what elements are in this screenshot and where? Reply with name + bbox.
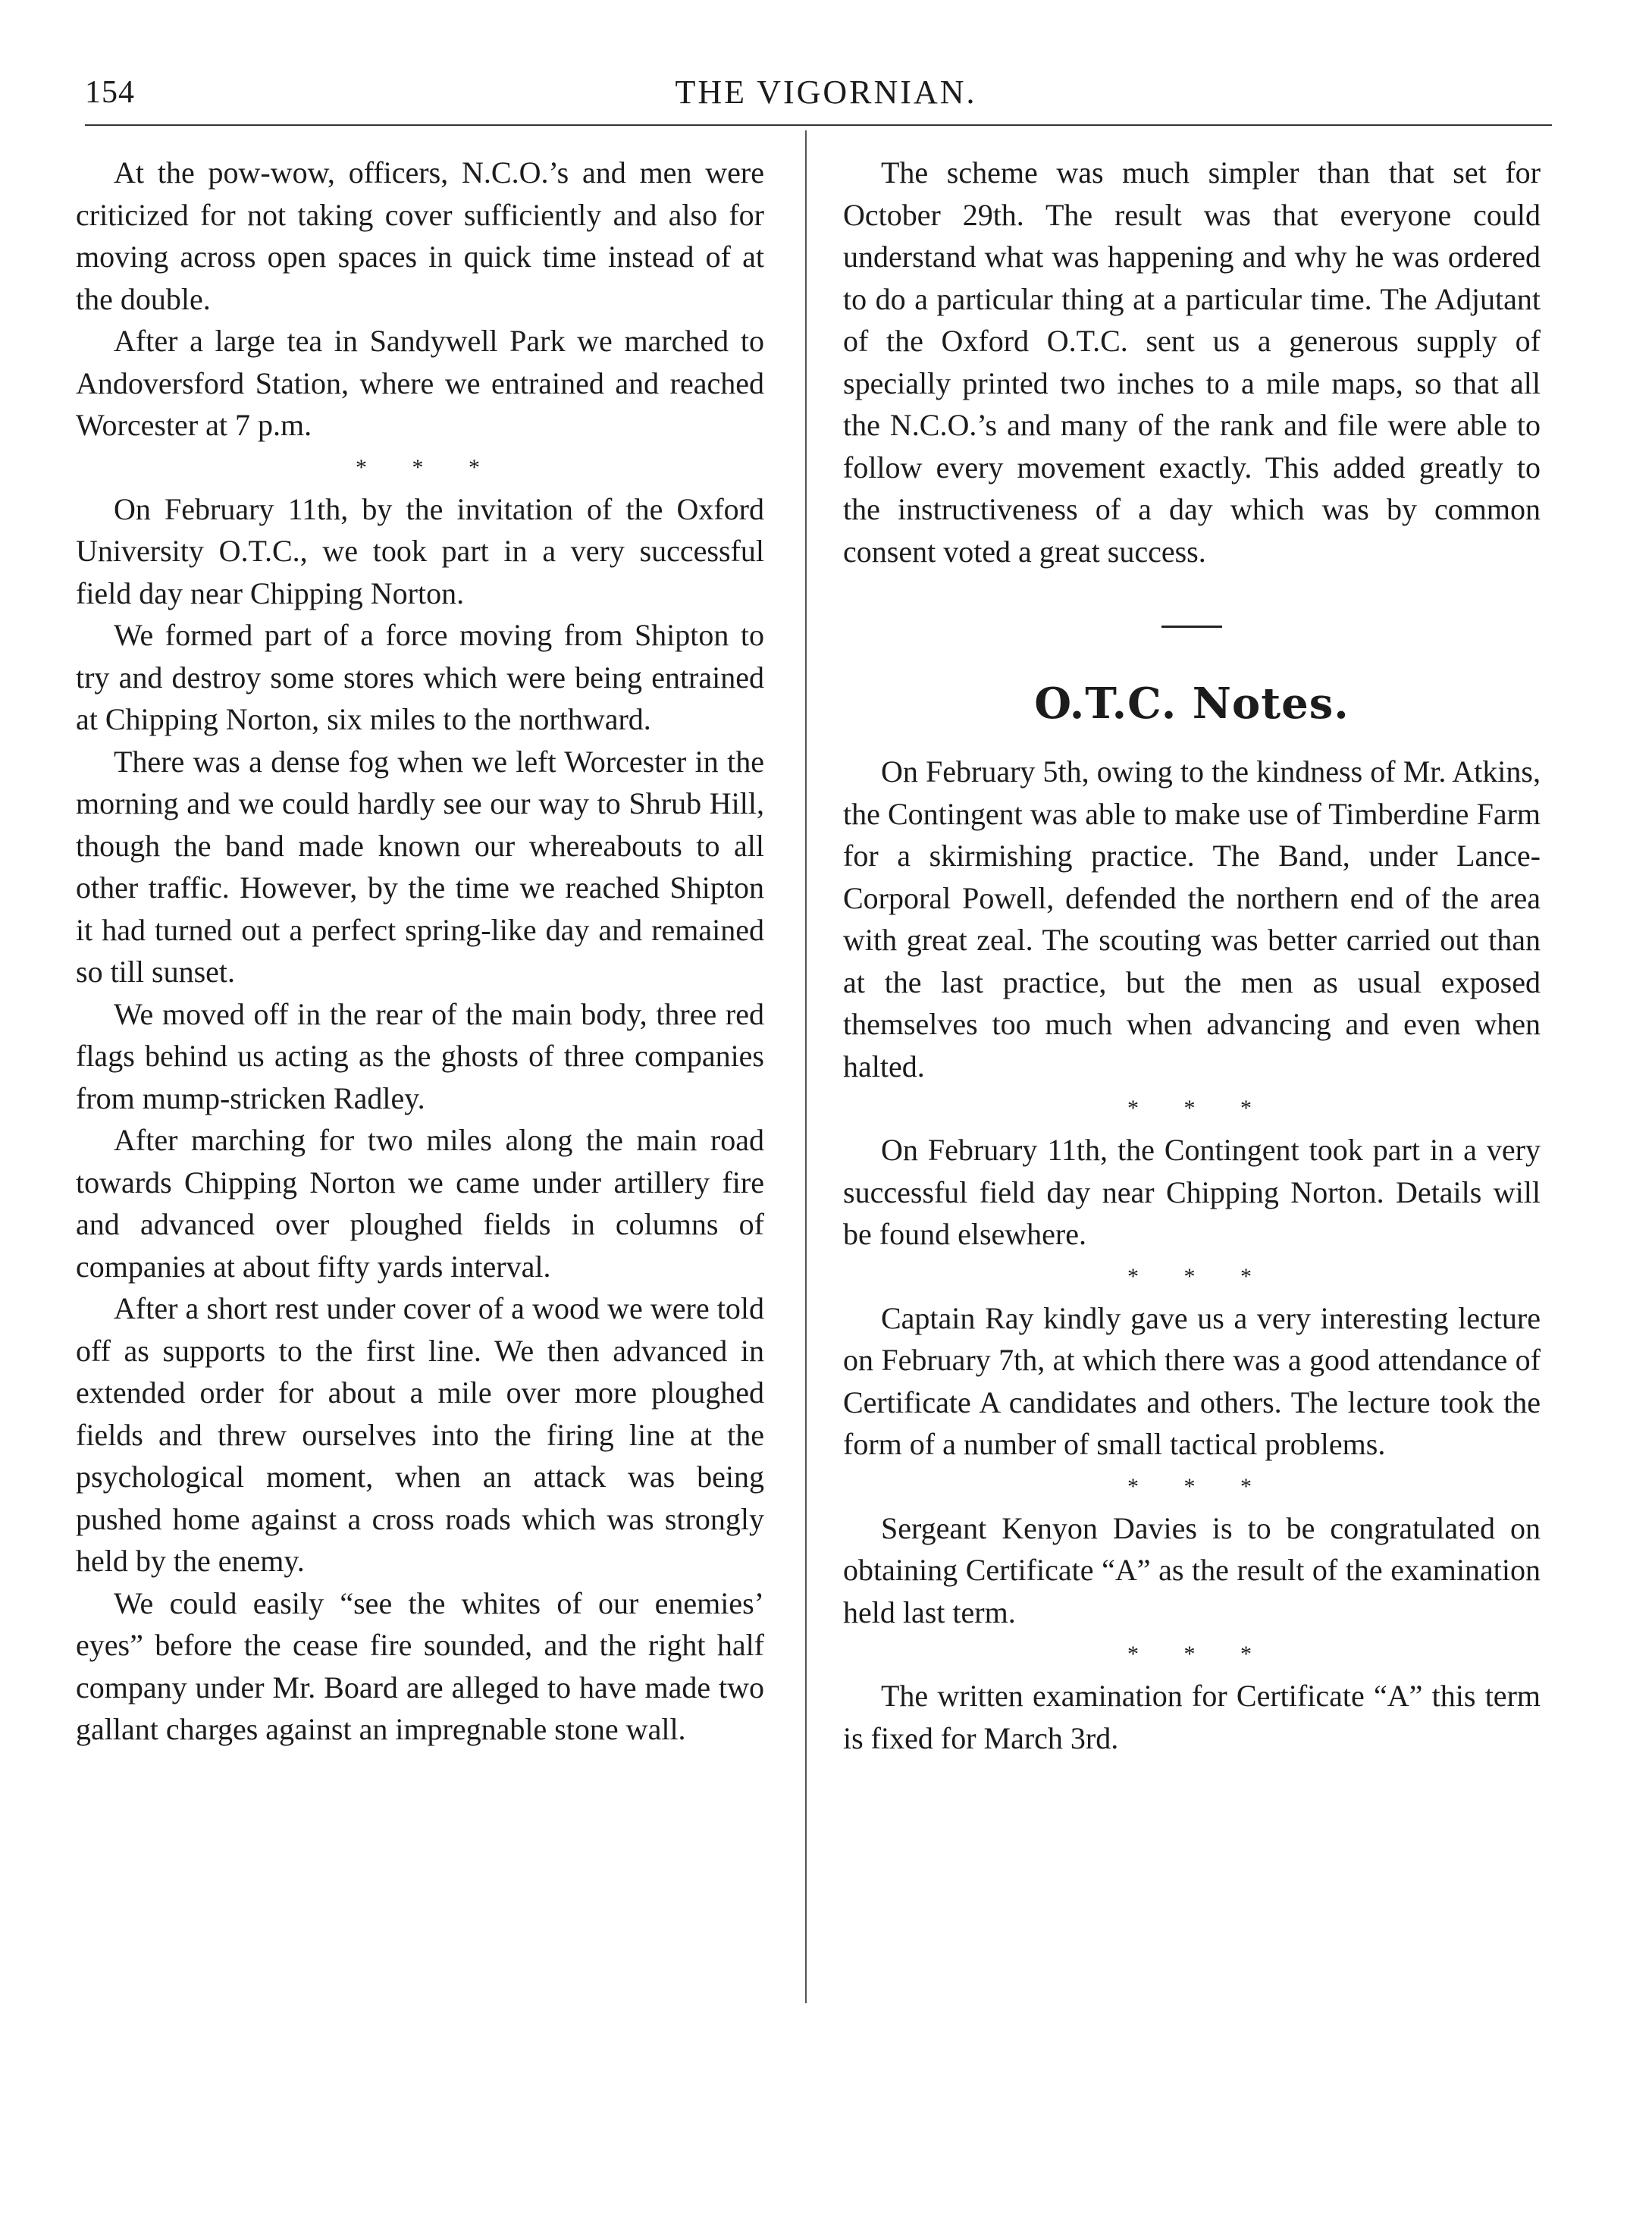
paragraph: On February 11th, by the invitation of the Oxford University O.T.C., we took part in a very successful field day near Chipping Norton.	[76, 491, 764, 610]
note-paragraph: On February 11th, the Contingent took part in a very successful field day near Chipping Norton. Details will be found elsewhere.	[843, 1133, 1541, 1251]
note-separator: * * *	[1127, 1263, 1271, 1289]
column-divider	[805, 130, 807, 2003]
section-separator: * * *	[356, 454, 500, 480]
paragraph: We moved off in the rear of the main body, three red flags behind us acting as the ghosts of three companies from mump-stricken Radley.	[76, 996, 764, 1115]
left-column	[76, 152, 764, 1751]
note-separator: * * *	[1127, 1642, 1271, 1667]
paragraph: We formed part of a force moving from Shipton to try and destroy some stores which were being entrained at Chipping Norton, six miles to the northward.	[76, 618, 764, 736]
note-paragraph: On February 5th, owing to the kindness of Mr. Atkins, the Contingent was able to make use of Timberdine Farm for a skirmishing practice. The Band, under Lance-Corporal Powell, defended the northern end of the area with great zeal. The scouting was better carried out than at the last practice, but the men as usual exposed themselves too much when advancing and even when halted.	[843, 754, 1541, 1084]
section-rule	[1161, 626, 1222, 628]
paragraph: After a large tea in Sandywell Park we marched to Andoversford Station, where we entrained and reached Worcester at 7 p.m.	[76, 324, 764, 442]
paragraph: After marching for two miles along the main road towards Chipping Norton we came under artillery fire and advanced over ploughed fields in columns of companies at about fifty yards interval.	[76, 1123, 764, 1284]
note-paragraph: The written examination for Certificate “A” this term is fixed for March 3rd.	[843, 1679, 1541, 1755]
paragraph: There was a dense fog when we left Worcester in the morning and we could hardly see our way to Shrub Hill, though the band made known our whereabouts to all other traffic. However, by the time we reached Shipton it had turned out a perfect spring-like day and remained so till sunset.	[76, 744, 764, 989]
header-rule	[85, 124, 1552, 126]
note-paragraph: Captain Ray kindly gave us a very interesting lecture on February 7th, at which there was a good attendance of Certificate A candidates and others. The lecture took the form of a number of small tactical problems.	[843, 1300, 1541, 1461]
paragraph: We could easily “see the whites of our enemies’ eyes” before the cease fire sounded, and the right half company under Mr. Board are alleged to have made two gallant charges against an impregnable stone wall.	[76, 1585, 764, 1746]
section-title: O.T.C. Notes.	[1034, 679, 1349, 729]
right-column	[843, 152, 1541, 1759]
note-separator: * * *	[1127, 1473, 1271, 1499]
paragraph: The scheme was much simpler than that set for October 29th. The result was that everyone could understand what was happening and why he was ordered to do a particular thing at a particular time. The Adjutant of the Oxford O.T.C. sent us a generous supply of specially printed two inches to a mile maps, so that all the N.C.O.’s and many of the rank and file were able to follow every movement exactly. This added greatly to the instructiveness of a day which was by common consent voted a great success.	[843, 155, 1541, 569]
note-paragraph: Sergeant Kenyon Davies is to be congratulated on obtaining Certificate “A” as the result of the examination held last term.	[843, 1510, 1541, 1629]
note-separator: * * *	[1127, 1096, 1271, 1121]
page-number: 154	[85, 75, 135, 110]
paragraph: At the pow-wow, officers, N.C.O.’s and men were criticized for not taking cover sufficiently and also for moving across open spaces in quick time instead of at the double.	[76, 155, 764, 316]
journal-title: THE VIGORNIAN.	[675, 74, 977, 111]
paragraph: After a short rest under cover of a wood we were told off as supports to the first line. We then advanced in extended order for about a mile over more ploughed fields and threw ourselves into the firing line at the psychological moment, when an attack was being pushed home against a cross roads which was strongly held by the enemy.	[76, 1291, 764, 1578]
